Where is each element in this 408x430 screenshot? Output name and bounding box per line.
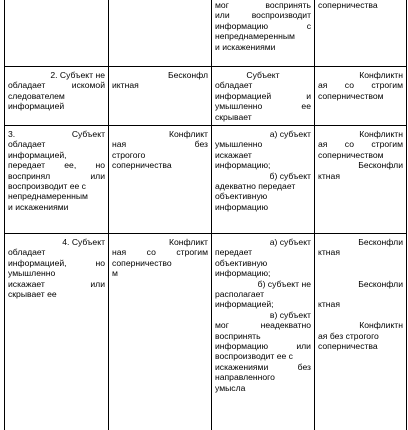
cell-text: 3. Субъект [8, 129, 105, 139]
spacer [318, 310, 403, 320]
cell-text: адекватно передает [215, 181, 296, 192]
cell-text: обладает [8, 247, 46, 258]
cell-text: соперничества [318, 0, 378, 10]
table-cell [315, 126, 407, 234]
cell-text: а) субъект [269, 237, 311, 247]
cell-text: ая со строгим [318, 139, 403, 150]
cell-text: непреднамеренным [215, 31, 295, 42]
cell-text: воспринять [215, 330, 261, 341]
cell-text: информацией, [8, 149, 67, 160]
cell-text: Бесконфли [358, 278, 403, 289]
table-row [5, 0, 407, 67]
cell-text: б) субъект не [257, 278, 311, 289]
cell-text: передает [215, 247, 253, 258]
cell-text: Конфликт [168, 237, 208, 247]
cell-text: информацией; [215, 299, 274, 310]
cell-text: или воспроизводит [215, 10, 311, 21]
cell-text: информацией, но [8, 257, 105, 268]
cell-text: информацию [215, 201, 269, 212]
spacer [318, 268, 403, 278]
cell-text: воспринял или [8, 170, 105, 181]
cell-text: следователем [8, 90, 65, 101]
cell-text: и искажениями [8, 201, 69, 212]
table-cell [5, 234, 109, 430]
cell-text: Бесконфли [358, 237, 403, 247]
cell-text: искажает [215, 149, 252, 160]
cell-text: умышленно ее [215, 101, 311, 112]
cell-text: умысла [215, 382, 246, 393]
table-cell [212, 234, 315, 430]
table-row [5, 234, 407, 430]
cell-text: умышленно [8, 268, 56, 279]
cell-text: информацию; [215, 160, 271, 171]
cell-text: передает ее, но [8, 160, 105, 171]
table-cell [315, 234, 407, 430]
table-cell [109, 0, 212, 67]
cell-text: в) субъект [269, 309, 311, 320]
cell-text: 2. Субъект не [50, 70, 105, 80]
cell-text: соперничества [318, 341, 378, 351]
classification-table [4, 0, 407, 430]
cell-text: ая со строгим [318, 80, 403, 91]
cell-text: искажает или [8, 278, 105, 289]
cell-text: направленного [215, 372, 275, 383]
cell-text: мог воспринять [215, 0, 311, 10]
cell-text: Бесконфл [168, 70, 208, 80]
cell-text: соперничеством [318, 90, 384, 101]
cell-text: информацию с [215, 20, 311, 31]
cell-text: информацией и [215, 90, 311, 101]
cell-text: соперничества [112, 160, 172, 171]
cell-text: соперничество [112, 257, 172, 268]
cell-text: ктная [318, 170, 340, 181]
cell-text: ная без [112, 139, 208, 150]
table-cell [315, 0, 407, 67]
table-cell [109, 126, 212, 234]
cell-text: б) субъект [269, 170, 311, 181]
cell-text: мог неадекватно [215, 320, 311, 331]
cell-text: искажениями без [215, 361, 311, 372]
cell-text: умышленно [215, 139, 263, 150]
cell-text: м [112, 268, 118, 279]
cell-text: скрывает ее [8, 289, 57, 300]
cell-text: объективную [215, 191, 268, 202]
cell-text: иктная [112, 80, 139, 91]
cell-text: ктная [318, 247, 340, 258]
table-cell [109, 67, 212, 126]
cell-text: Субъект [246, 70, 280, 80]
cell-text: Конфликт [168, 129, 208, 139]
cell-text: воспроизводит ее с [8, 181, 86, 192]
cell-text: информацию; [215, 268, 271, 279]
cell-text: информацию или [215, 341, 311, 352]
cell-text: Бесконфли [358, 160, 403, 171]
cell-text: ная со строгим [112, 247, 208, 258]
cell-text: обладает [215, 80, 253, 91]
cell-text: а) субъект [269, 129, 311, 139]
table-row [5, 126, 407, 234]
spacer [318, 258, 403, 268]
spacer [318, 289, 403, 299]
cell-text: обладает искомой [8, 80, 105, 91]
table-cell [5, 67, 109, 126]
table-cell [5, 126, 109, 234]
cell-text: располагает [215, 289, 265, 300]
table-cell [109, 234, 212, 430]
table-cell [212, 0, 315, 67]
cell-text: ктная [318, 299, 340, 310]
cell-text: и искажениями [215, 41, 276, 52]
cell-text: ая без строгого [318, 330, 379, 341]
cell-text: соперничеством [318, 149, 384, 160]
cell-text: непреднамеренным [8, 191, 88, 202]
cell-text: скрывает [215, 111, 252, 122]
cell-text: воспроизводит ее с [215, 351, 293, 362]
table-cell [212, 67, 315, 126]
cell-text: Конфликтн [359, 129, 403, 139]
table-row [5, 67, 407, 126]
cell-text: 4. Субъект [62, 237, 105, 247]
table-cell [315, 67, 407, 126]
cell-text: обладает [8, 139, 46, 150]
cell-text: Конфликтн [359, 320, 403, 331]
table-cell [212, 126, 315, 234]
cell-text: строгого [112, 149, 146, 160]
cell-text: информацией [8, 101, 65, 112]
table-cell [5, 0, 109, 67]
cell-text: объективную [215, 257, 268, 268]
cell-text: Конфликтн [359, 70, 403, 80]
